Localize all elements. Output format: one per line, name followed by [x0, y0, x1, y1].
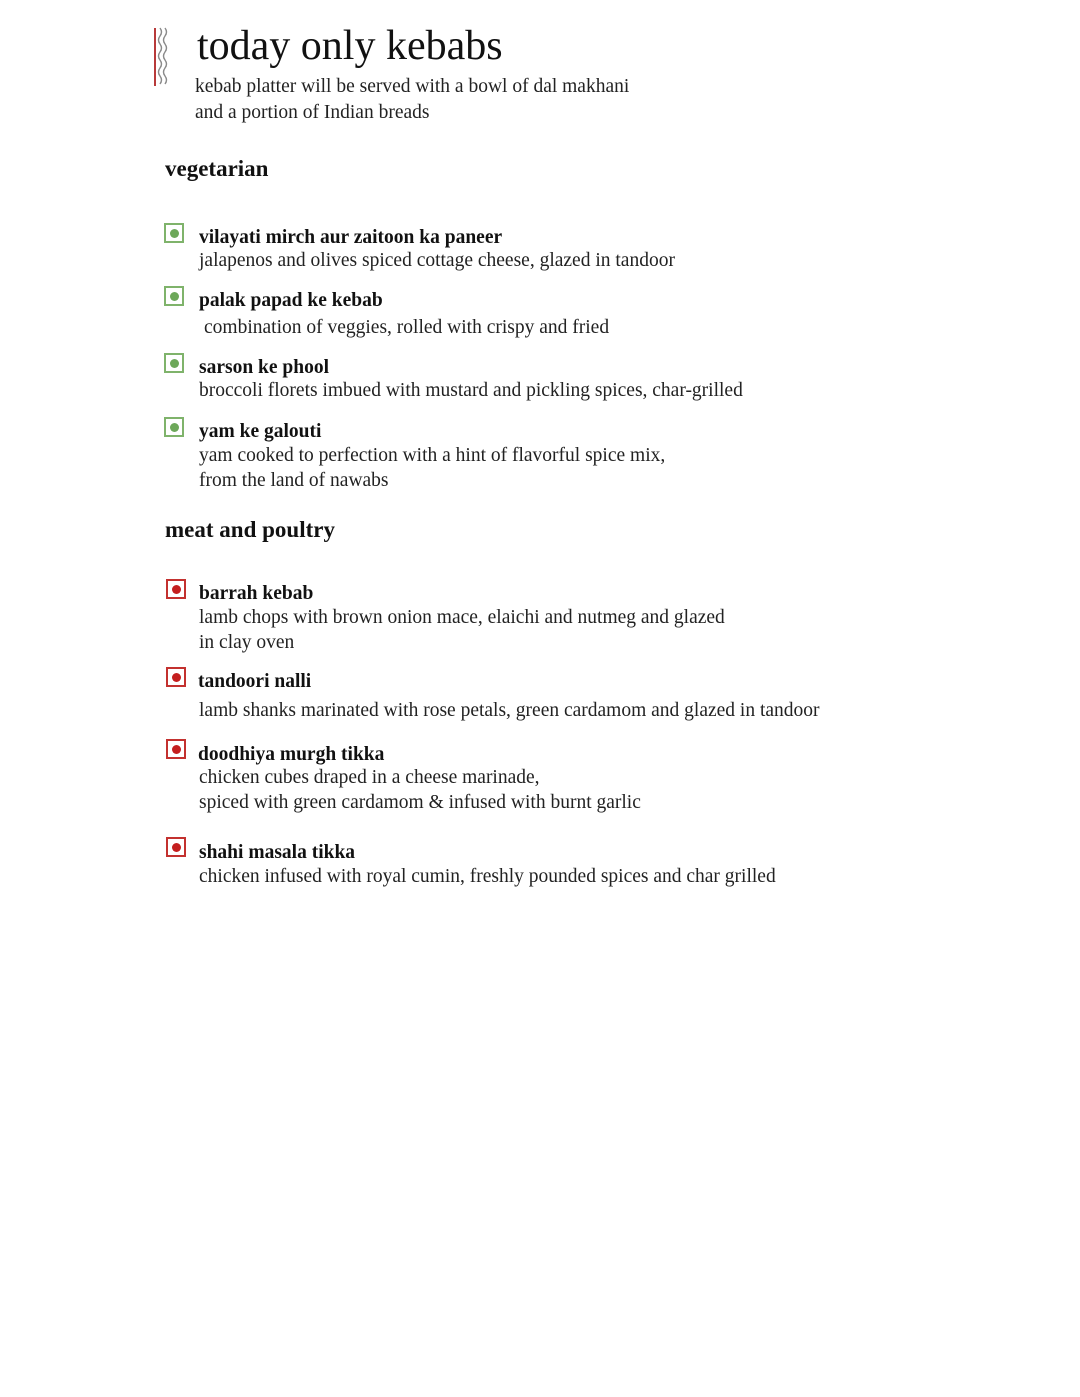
page-subtitle: [195, 74, 629, 126]
item-description: [199, 249, 675, 274]
item-description: [199, 444, 665, 493]
subtitle-line: kebab platter will be served with a bowl of dal makhani: [195, 76, 630, 97]
item-name: palak papad ke kebab: [199, 290, 383, 311]
item-name: doodhiya murgh tikka: [198, 744, 385, 765]
item-name: shahi masala tikka: [199, 842, 356, 863]
nonveg-indicator-icon: [166, 837, 186, 857]
item-description-line: chicken infused with royal cumin, freshly pounded spices and char grilled: [199, 866, 776, 887]
item-name: vilayati mirch aur zaitoon ka paneer: [199, 227, 503, 248]
item-description-line: lamb chops with brown onion mace, elaichi and nutmeg and glazed: [199, 607, 725, 628]
item-description-line: broccoli florets imbued with mustard and pickling spices, char-grilled: [199, 380, 743, 401]
item-description-line: in clay oven: [199, 631, 295, 653]
item-description-line: chicken cubes draped in a cheese marinade,: [199, 767, 540, 788]
item-description-line: yam cooked to perfection with a hint of flavorful spice mix,: [199, 445, 666, 466]
item-description: [199, 865, 776, 890]
item-description: [199, 699, 820, 724]
nonveg-indicator-icon: [166, 739, 186, 759]
item-description: [199, 766, 641, 815]
item-name: barrah kebab: [199, 583, 314, 604]
veg-indicator-icon: [164, 417, 184, 437]
item-name: tandoori nalli: [198, 671, 312, 692]
item-description: [204, 316, 609, 341]
veg-indicator-icon: [164, 286, 184, 306]
section-heading-meat-and-poultry: meat and poultry: [165, 517, 335, 542]
decorative-ornament-icon: [152, 26, 174, 88]
item-description: [199, 379, 743, 404]
veg-indicator-icon: [164, 223, 184, 243]
item-description-line: combination of veggies, rolled with crispy and fried: [204, 317, 610, 338]
subtitle-line: and a portion of Indian breads: [195, 102, 430, 123]
item-description-line: spiced with green cardamom & infused with burnt garlic: [199, 791, 641, 813]
item-description: [199, 606, 725, 655]
page-title: today only kebabs: [197, 23, 503, 69]
veg-indicator-icon: [164, 353, 184, 373]
item-name: sarson ke phool: [199, 357, 330, 378]
item-description-line: from the land of nawabs: [199, 469, 389, 491]
item-description-line: jalapenos and olives spiced cottage cheese, glazed in tandoor: [199, 250, 675, 271]
section-heading-vegetarian: vegetarian: [165, 156, 269, 181]
item-name: yam ke galouti: [199, 421, 322, 442]
item-description-line: lamb shanks marinated with rose petals, green cardamom and glazed in tandoor: [199, 700, 820, 721]
nonveg-indicator-icon: [166, 667, 186, 687]
nonveg-indicator-icon: [166, 579, 186, 599]
